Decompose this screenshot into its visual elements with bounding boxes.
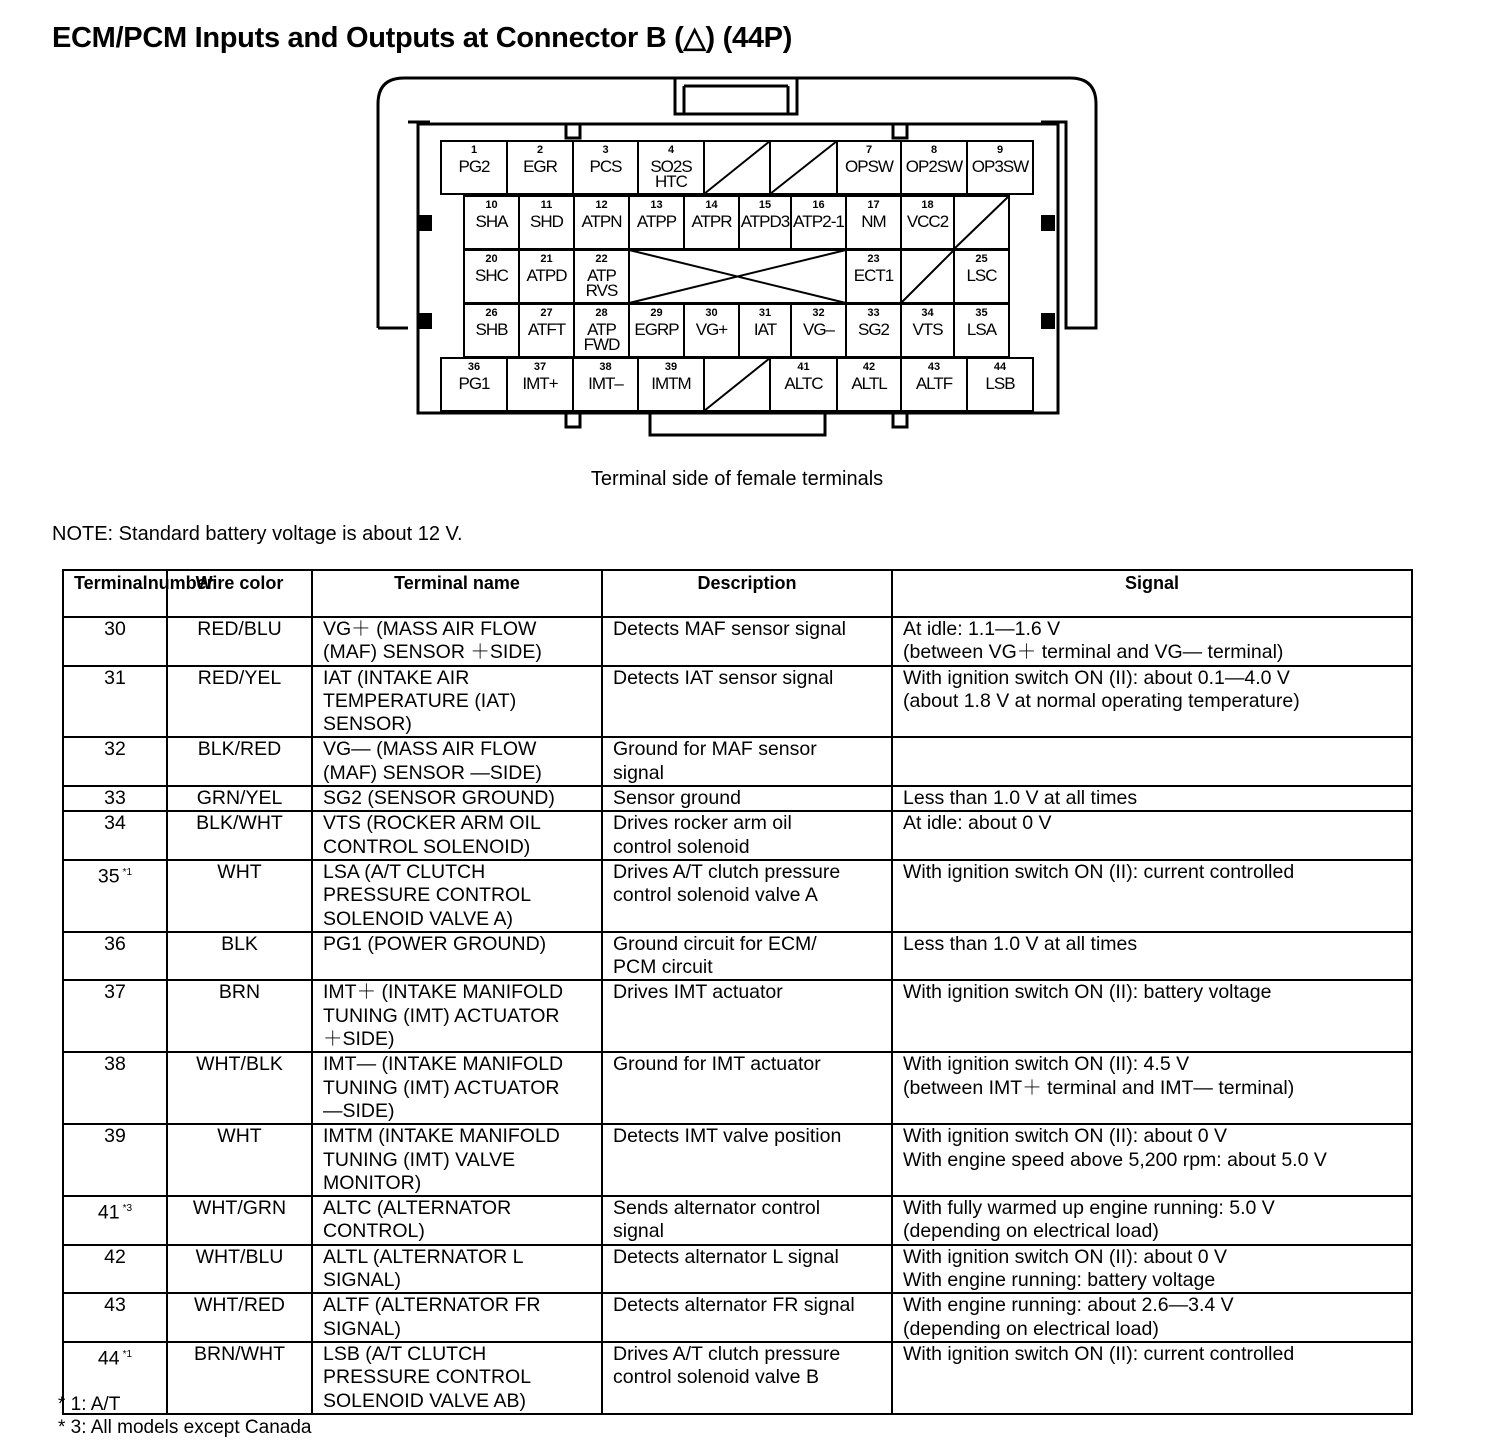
signal-cell: At idle: 1.1—1.6 V (between VG＋ terminal and VG— terminal): [892, 617, 1412, 666]
footnote: * 1: A/T: [58, 1394, 121, 1415]
terminal-number: 20: [485, 253, 498, 265]
bottom-key: [650, 413, 825, 435]
signal-cell: With ignition switch ON (II): about 0 V With engine speed above 5,200 rpm: about 5.0 V: [892, 1124, 1412, 1196]
terminal-label: ATP2-1: [793, 212, 845, 231]
terminal-number: 34: [921, 307, 934, 319]
terminal-name-cell: IMT— (INTAKE MANIFOLD TUNING (IMT) ACTUATOR —SIDE): [312, 1052, 602, 1124]
terminal-number-cell: 42: [63, 1245, 167, 1294]
terminal-number: 18: [921, 199, 934, 211]
terminal-number: 41: [797, 361, 810, 373]
terminal-label: SHD: [530, 212, 563, 231]
terminal-number: 31: [758, 307, 772, 319]
terminal-number: 22: [595, 253, 608, 265]
description-cell: Drives A/T clutch pressure control solenoid valve B: [602, 1342, 892, 1414]
terminal-number: 26: [485, 307, 498, 319]
description-cell: Sensor ground: [602, 786, 892, 811]
terminal-number-cell: 37: [63, 980, 167, 1052]
table-row: [63, 737, 1412, 786]
terminal-name-cell: ALTC (ALTERNATOR CONTROL): [312, 1196, 602, 1245]
wire-color-cell: BLK/RED: [167, 737, 312, 786]
wire-color-cell: BLK/WHT: [167, 811, 312, 860]
footnote-marker: *1: [122, 866, 133, 878]
io-table: [62, 569, 1413, 1415]
terminal-number: 12: [595, 199, 608, 211]
header-terminal-number: Terminalnumber: [63, 570, 167, 617]
terminal-number: 33: [867, 307, 880, 319]
header-signal: Signal: [892, 570, 1412, 617]
wire-color-cell: WHT: [167, 1124, 312, 1196]
terminal-number: 16: [812, 199, 825, 211]
terminal-number: 3: [602, 144, 609, 156]
terminal-number: 8: [930, 144, 938, 156]
terminal-label: SHB: [475, 320, 508, 339]
terminal-number: 29: [650, 307, 663, 319]
terminal-label: NM: [861, 212, 886, 231]
terminal-number: 21: [540, 253, 553, 265]
signal-cell: With fully warmed up engine running: 5.0 V (depending on electrical load): [892, 1196, 1412, 1245]
footnote: * 3: All models except Canada: [58, 1417, 312, 1438]
terminal-label: PCS: [589, 157, 622, 176]
terminal-label: OP2SW: [905, 157, 963, 176]
table-row: [63, 1196, 1412, 1245]
terminal-label: IMT–: [588, 374, 623, 393]
terminal-number: 43: [927, 361, 941, 373]
locator-tab: [893, 124, 907, 138]
terminal-number: 36: [467, 361, 481, 373]
terminal-number-cell: 35 $^{*1}$: [63, 860, 167, 932]
terminal-number: 10: [485, 199, 498, 211]
signal-cell: Less than 1.0 V at all times: [892, 786, 1412, 811]
terminal-label: VCC2: [906, 212, 949, 231]
empty-cavity: [954, 196, 1009, 249]
terminal-name-cell: IMTM (INTAKE MANIFOLD TUNING (IMT) VALVE MONITOR): [312, 1124, 602, 1196]
terminal-number-cell: 44 $^{*1}$: [63, 1342, 167, 1414]
terminal-label: ATP: [587, 266, 616, 285]
terminal-number-cell: 38: [63, 1052, 167, 1124]
terminal-number: 11: [540, 199, 553, 211]
terminal-number: 44: [993, 361, 1007, 373]
terminal-number-cell: 36: [63, 932, 167, 981]
table-row: [63, 666, 1412, 738]
terminal-number: 9: [996, 144, 1004, 156]
connector-cavities: [441, 141, 1033, 411]
wire-color-cell: WHT/BLK: [167, 1052, 312, 1124]
terminal-label: VTS: [912, 320, 943, 339]
wire-color-cell: RED/YEL: [167, 666, 312, 738]
terminal-name-cell: IMT＋ (INTAKE MANIFOLD TUNING (IMT) ACTUATOR ＋SIDE): [312, 980, 602, 1052]
connector-diagram: [0, 0, 1504, 460]
signal-cell: With ignition switch ON (II): battery voltage: [892, 980, 1412, 1052]
terminal-label: OPSW: [845, 157, 893, 176]
terminal-number: 32: [812, 307, 825, 319]
terminal-number: 23: [867, 253, 880, 265]
terminal-name-cell: LSB (A/T CLUTCH PRESSURE CONTROL SOLENOID VALVE AB): [312, 1342, 602, 1414]
wire-color-cell: GRN/YEL: [167, 786, 312, 811]
description-cell: Drives rocker arm oil control solenoid: [602, 811, 892, 860]
terminal-label: SO2S: [650, 157, 692, 176]
terminal-label: ALTC: [784, 374, 823, 393]
description-cell: Detects IAT sensor signal: [602, 666, 892, 738]
terminal-label: ATPR: [691, 212, 732, 231]
terminal-label: HTC: [655, 172, 687, 191]
terminal-number: 2: [536, 144, 544, 156]
signal-cell: With ignition switch ON (II): current controlled: [892, 1342, 1412, 1414]
terminal-number: 14: [705, 199, 718, 211]
terminal-label: LSC: [966, 266, 997, 285]
terminal-name-cell: VTS (ROCKER ARM OIL CONTROL SOLENOID): [312, 811, 602, 860]
terminal-number: 13: [650, 199, 663, 211]
terminal-label: VG+: [695, 320, 728, 339]
terminal-label: ATPD: [526, 266, 567, 285]
table-row: [63, 1245, 1412, 1294]
terminal-name-cell: VG＋ (MASS AIR FLOW (MAF) SENSOR ＋SIDE): [312, 617, 602, 666]
terminal-number: 7: [865, 144, 873, 156]
table-row: [63, 980, 1412, 1052]
terminal-label: EGRP: [634, 320, 679, 339]
terminal-label: EGR: [523, 157, 557, 176]
header-description: Description: [602, 570, 892, 617]
terminal-name-cell: ALTF (ALTERNATOR FR SIGNAL): [312, 1293, 602, 1342]
terminal-label: IAT: [753, 320, 777, 339]
footnotes: [58, 1393, 312, 1439]
terminal-number: 30: [705, 307, 718, 319]
terminal-number: 27: [540, 307, 553, 319]
terminal-number: 15: [758, 199, 772, 211]
note-text: NOTE: Standard battery voltage is about 12 V.: [52, 523, 463, 545]
signal-cell: Less than 1.0 V at all times: [892, 932, 1412, 981]
terminal-label: VG–: [802, 320, 835, 339]
terminal-number: 17: [867, 199, 880, 211]
terminal-number: 37: [533, 361, 547, 373]
wire-color-cell: WHT/RED: [167, 1293, 312, 1342]
locator-tab: [566, 413, 580, 427]
terminal-label: RVS: [585, 281, 618, 300]
terminal-label: ATPN: [581, 212, 622, 231]
terminal-label: ALTL: [851, 374, 887, 393]
description-cell: Detects alternator FR signal: [602, 1293, 892, 1342]
terminal-number: 35: [975, 307, 988, 319]
signal-cell: With ignition switch ON (II): current controlled: [892, 860, 1412, 932]
terminal-label: PG1: [458, 374, 490, 393]
table-row: [63, 860, 1412, 932]
signal-cell: With ignition switch ON (II): about 0.1—4.0 V (about 1.8 V at normal operating temperature): [892, 666, 1412, 738]
description-cell: Ground circuit for ECM/ PCM circuit: [602, 932, 892, 981]
top-key: [684, 86, 788, 114]
signal-cell: [892, 737, 1412, 786]
terminal-label: ATPP: [636, 212, 677, 231]
description-cell: Detects alternator L signal: [602, 1245, 892, 1294]
terminal-number: 42: [862, 361, 876, 373]
description-cell: Ground for IMT actuator: [602, 1052, 892, 1124]
signal-cell: At idle: about 0 V: [892, 811, 1412, 860]
terminal-number: 1: [470, 144, 478, 156]
wire-color-cell: RED/BLU: [167, 617, 312, 666]
terminal-label: ATFT: [527, 320, 566, 339]
terminal-label: IMT+: [522, 374, 558, 393]
terminal-number: 39: [664, 361, 678, 373]
header-wire-color: Wire color: [167, 570, 312, 617]
page-title: ECM/PCM Inputs and Outputs at Connector B (△) (44P): [52, 22, 793, 54]
terminal-label: SHC: [475, 266, 508, 285]
wire-color-cell: BRN/WHT: [167, 1342, 312, 1414]
terminal-name-cell: ALTL (ALTERNATOR L SIGNAL): [312, 1245, 602, 1294]
locator-tab: [566, 124, 580, 138]
terminal-name-cell: PG1 (POWER GROUND): [312, 932, 602, 981]
wire-color-cell: WHT: [167, 860, 312, 932]
latch-block: [418, 215, 432, 231]
table-row: [63, 1293, 1412, 1342]
terminal-label: IMTM: [651, 374, 691, 393]
terminal-label: PG2: [458, 157, 490, 176]
terminal-number-cell: 34: [63, 811, 167, 860]
footnote-marker: *1: [122, 1348, 133, 1360]
signal-cell: With ignition switch ON (II): about 0 V With engine running: battery voltage: [892, 1245, 1412, 1294]
table-row: [63, 617, 1412, 666]
description-cell: Sends alternator control signal: [602, 1196, 892, 1245]
latch-block: [418, 313, 432, 329]
table-row: [63, 1124, 1412, 1196]
description-cell: Ground for MAF sensor signal: [602, 737, 892, 786]
description-cell: Drives IMT actuator: [602, 980, 892, 1052]
terminal-label: LSB: [985, 374, 1015, 393]
table-row: [63, 932, 1412, 981]
terminal-name-cell: SG2 (SENSOR GROUND): [312, 786, 602, 811]
header-terminal-name: Terminal name: [312, 570, 602, 617]
terminal-label: ATP: [587, 320, 616, 339]
terminal-number: 28: [595, 307, 608, 319]
wire-color-cell: WHT/GRN: [167, 1196, 312, 1245]
empty-cavity: [770, 141, 837, 194]
diagram-caption: Terminal side of female terminals: [590, 468, 884, 490]
latch-block: [1041, 215, 1055, 231]
table-row: [63, 786, 1412, 811]
signal-cell: With engine running: about 2.6—3.4 V (depending on electrical load): [892, 1293, 1412, 1342]
table-header-row: [63, 570, 1412, 617]
terminal-number-cell: 43: [63, 1293, 167, 1342]
terminal-number: 4: [667, 144, 675, 156]
table-row: [63, 1052, 1412, 1124]
terminal-label: LSA: [966, 320, 997, 339]
terminal-label: SG2: [857, 320, 890, 339]
terminal-number-cell: 39: [63, 1124, 167, 1196]
description-cell: Drives A/T clutch pressure control solenoid valve A: [602, 860, 892, 932]
terminal-name-cell: LSA (A/T CLUTCH PRESSURE CONTROL SOLENOID VALVE A): [312, 860, 602, 932]
terminal-label: SHA: [475, 212, 508, 231]
terminal-name-cell: IAT (INTAKE AIR TEMPERATURE (IAT) SENSOR): [312, 666, 602, 738]
empty-cavity: [901, 250, 954, 303]
terminal-name-cell: VG— (MASS AIR FLOW (MAF) SENSOR —SIDE): [312, 737, 602, 786]
terminal-label: ECT1: [853, 266, 894, 285]
terminal-number-cell: 33: [63, 786, 167, 811]
terminal-number-cell: 31: [63, 666, 167, 738]
terminal-label: FWD: [583, 335, 620, 354]
signal-cell: With ignition switch ON (II): 4.5 V (between IMT＋ terminal and IMT— terminal): [892, 1052, 1412, 1124]
description-cell: Detects MAF sensor signal: [602, 617, 892, 666]
terminal-number-cell: 32: [63, 737, 167, 786]
terminal-label: ATPD3: [740, 212, 790, 231]
footnote-marker: *3: [122, 1203, 133, 1215]
wire-color-cell: WHT/BLU: [167, 1245, 312, 1294]
locator-tab: [893, 413, 907, 427]
empty-cavity: [704, 358, 770, 411]
terminal-number-cell: 30: [63, 617, 167, 666]
terminal-number-cell: 41 $^{*3}$: [63, 1196, 167, 1245]
terminal-label: ALTF: [915, 374, 953, 393]
wire-color-cell: BRN: [167, 980, 312, 1052]
terminal-number: 25: [975, 253, 988, 265]
terminal-number: 38: [599, 361, 612, 373]
terminal-label: OP3SW: [971, 157, 1029, 176]
table-row: [63, 811, 1412, 860]
top-key: [675, 78, 797, 114]
latch-block: [1041, 313, 1055, 329]
description-cell: Detects IMT valve position: [602, 1124, 892, 1196]
wire-color-cell: BLK: [167, 932, 312, 981]
empty-cavity: [704, 141, 770, 194]
